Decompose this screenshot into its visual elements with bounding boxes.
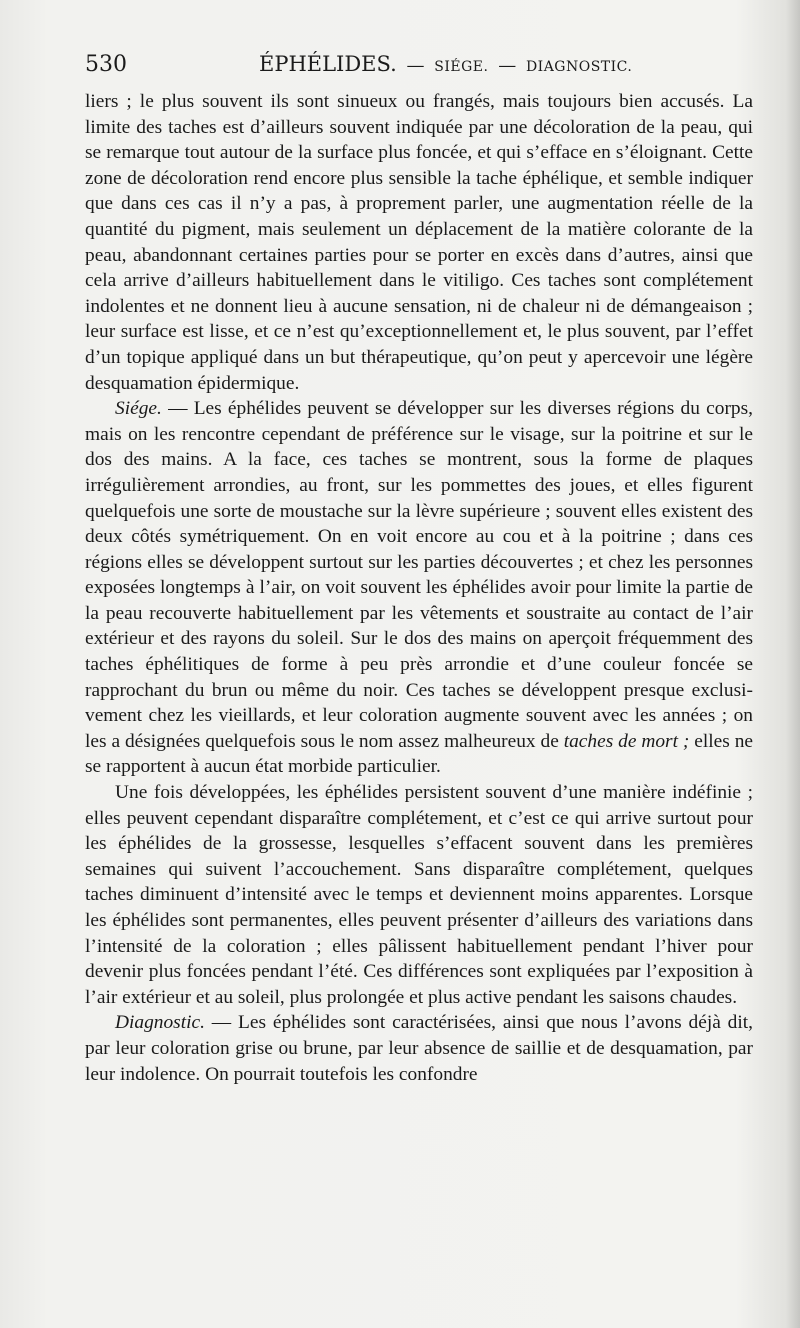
paragraph-text: — Les éphélides sont caractérisées, ainsi que nous l’avons déjà dit, par leur coloration grise ou brune, par leur absence de saillie et de desquamation, par leur indolence. On pourrait toutefois les confondre xyxy=(85,1012,753,1085)
page-number: 530 xyxy=(85,52,127,77)
body-text xyxy=(85,89,753,1087)
running-head-section-diagnostic: DIAGNOSTIC. xyxy=(525,59,633,75)
running-head: ÉPHÉLIDES. — SIÉGE. — DIAGNOSTIC. xyxy=(259,52,633,76)
paragraph-text: liers ; le plus souvent ils sont sinueux ou frangés, mais toujours bien accusés. La limite des taches est d’ailleurs souvent indiquée par une décoloration de la peau, qui se remarque tout autour de la surface plus foncée, et qui s’efface en s’éloignant. Cette zone de décoloration rend encore plus sensible la tache éphélique, et semble indiquer que dans ces cas il n’y a pas, à proprement parler, une augmentation réelle de la quantité du pigment, mais seulement un déplacement de la matière colorante de la peau, abandonnant certaines parties pour se porter en excès dans d’autres, ainsi que cela arrive d’ailleurs habituellement dans le vitiligo. Ces taches sont complétement indolentes et ne donnent lieu à aucune sensation, ni de chaleur ni de démangeaison ; leur surface est lisse, et ce n’est qu’exceptionnellement et, le plus souvent, par l’effet d’un topique appliqué dans un but thérapeutique, qu’on peut y apercevoir une légère desquamation épidermique. xyxy=(85,91,753,394)
paragraph-text: — Les éphélides peuvent se développer sur les diverses régions du corps, mais on les rencontre cependant de préférence sur le visage, sur la poitrine et sur le dos des mains. A la face, ces taches se montrent, sous la forme de plaques irrégulièrement arrondies, au front, sur les pommettes des joues, et elles figurent quelquefois une sorte de moustache sur la lèvre supérieure ; souvent elles existent des deux côtés symétriquement. On en voit encore au cou et à la poitrine ; dans ces régions elles se développent surtout sur les parties découvertes ; et chez les personnes exposées longtemps à l’air, on voit souvent les éphélides avoir pour limite la partie de la peau recouverte habituellement par les vêtements et soustraite au contact de l’air extérieur et des rayons du soleil. Sur le dos des mains on aperçoit fréquemment des taches éphélitiques de forme à peu près arrondie et d’une couleur foncée se rapprochant du brun ou même du noir. Ces taches se développent presque exclusivement chez les vieillards, et leur coloration augmente souvent avec les années ; on les a désignées quelquefois sous le nom assez malheureux de xyxy=(85,398,753,752)
paragraph-tail: elles ne se rapportent à aucun état morbide particulier. xyxy=(85,730,753,778)
paragraph-lead-diagnostic: Diagnostic. xyxy=(115,1012,205,1034)
paragraph-lead-siege: Siége. xyxy=(115,398,162,420)
page-edge-shadow xyxy=(786,0,800,1328)
paragraph-continuation xyxy=(85,89,753,396)
paragraph-text: Une fois développées, les éphélides persistent souvent d’une manière indéfinie ; elles peuvent cependant disparaître complétement, et c’est ce qui arrive surtout pour les éphélides de la grossesse, lesquelles s’effacent souvent dans les premières semaines qui suivent l’accouchement. Sans disparaître complétement, quelques taches diminuent d’intensité avec le temps et deviennent moins apparentes. Lorsque les éphélides sont permanentes, elles peuvent présenter d’ailleurs des variations dans l’intensité de la coloration ; elles pâlissent habituellement pendant l’hiver pour devenir plus foncées pendant l’été. Ces différences sont expliquées par l’exposition à l’air extérieur et au soleil, plus prolongée et plus active pendant les saisons chaudes. xyxy=(85,782,753,1008)
running-head-section-siege: SIÉGE. xyxy=(434,59,489,75)
paragraph-diagnostic xyxy=(85,1010,753,1087)
page-header xyxy=(85,52,753,84)
paragraph-siege xyxy=(85,396,753,780)
paragraph-persistence xyxy=(85,780,753,1010)
running-head-title: ÉPHÉLIDES. xyxy=(259,52,397,76)
italic-phrase: taches de mort ; xyxy=(563,730,690,752)
